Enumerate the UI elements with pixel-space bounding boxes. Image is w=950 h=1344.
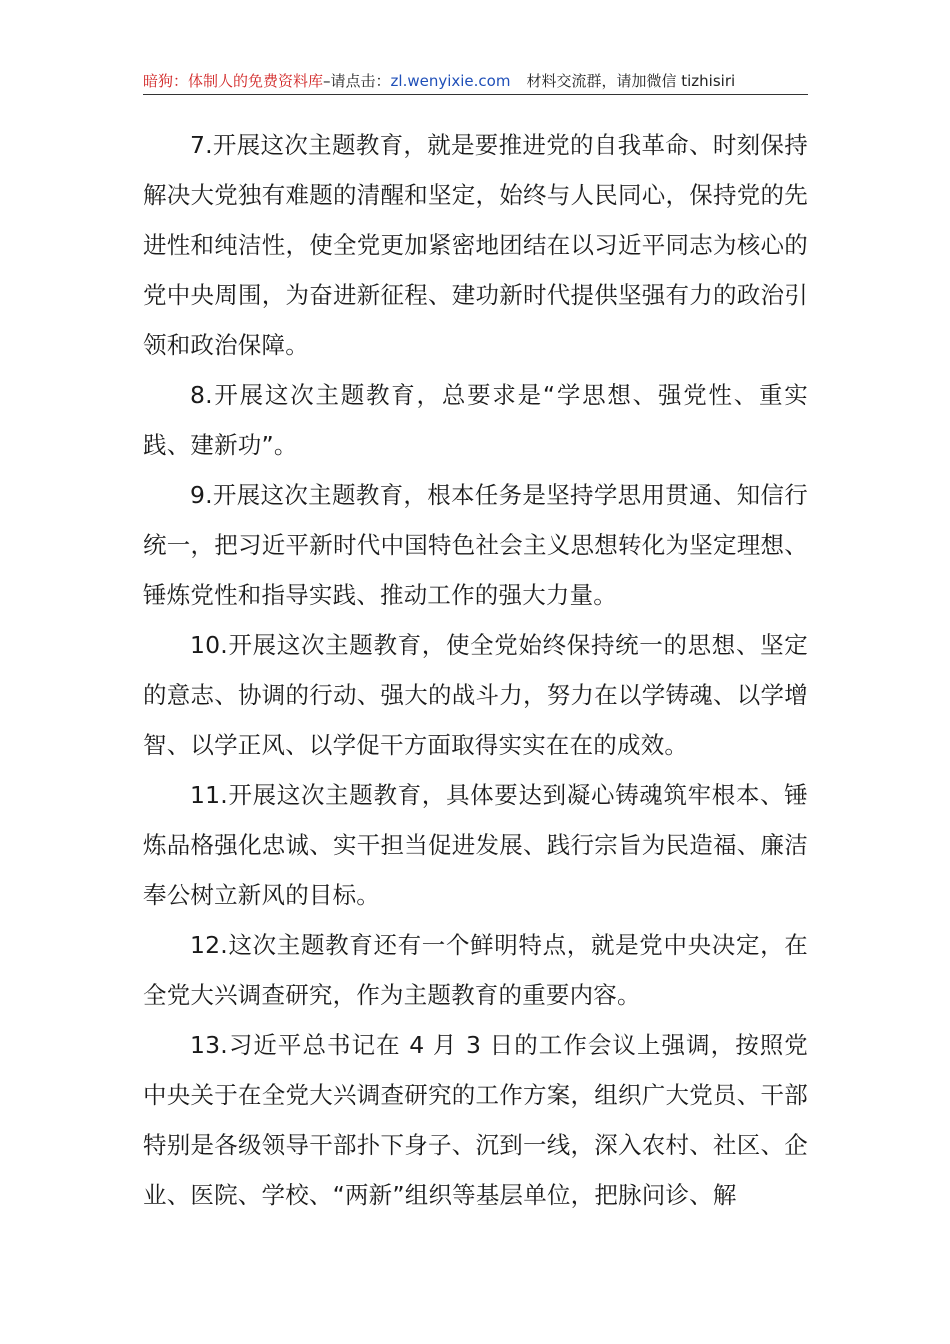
- header-brand: 暗狗：体制人的免费资料库: [143, 72, 324, 90]
- header-contact: 材料交流群，请加微信 tizhisiri: [526, 72, 736, 90]
- header-url-link[interactable]: zl.wenyixie.com: [390, 72, 511, 90]
- paragraph-11: 11.开展这次主题教育，具体要达到凝心铸魂筑牢根本、锤炼品格强化忠诚、实干担当促进发展、践行宗旨为民造福、廉洁奉公树立新风的目标。: [143, 781, 808, 909]
- paragraph-12: 12.这次主题教育还有一个鲜明特点，就是党中央决定，在全党大兴调查研究，作为主题教育的重要内容。: [143, 931, 808, 1009]
- paragraph-9: 9.开展这次主题教育，根本任务是坚持学思用贯通、知信行统一，把习近平新时代中国特色社会主义思想转化为坚定理想、锤炼党性和指导实践、推动工作的强大力量。: [143, 481, 808, 609]
- paragraph-10: 10.开展这次主题教育，使全党始终保持统一的思想、坚定的意志、协调的行动、强大的战斗力，努力在以学铸魂、以学增智、以学正风、以学促干方面取得实实在在的成效。: [143, 631, 808, 759]
- paragraph-7: 7.开展这次主题教育，就是要推进党的自我革命、时刻保持解决大党独有难题的清醒和坚定，始终与人民同心，保持党的先进性和纯洁性，使全党更加紧密地团结在以习近平同志为核心的党中央周围，为奋进新征程、建功新时代提供坚强有力的政治引领和政治保障。: [143, 131, 808, 359]
- paragraph-8: 8.开展这次主题教育，总要求是“学思想、强党性、重实践、建新功”。: [143, 381, 808, 459]
- page-header: [143, 68, 808, 95]
- header-prompt: –请点击：: [323, 72, 391, 90]
- paragraph-13: 13.习近平总书记在 4 月 3 日的工作会议上强调，按照党中央关于在全党大兴调查研究的工作方案，组织广大党员、干部特别是各级领导干部扑下身子、沉到一线，深入农村、社区、企业、医院、学校、“两新”组织等基层单位，把脉问诊、解: [143, 1031, 808, 1209]
- document-body: [143, 120, 808, 1220]
